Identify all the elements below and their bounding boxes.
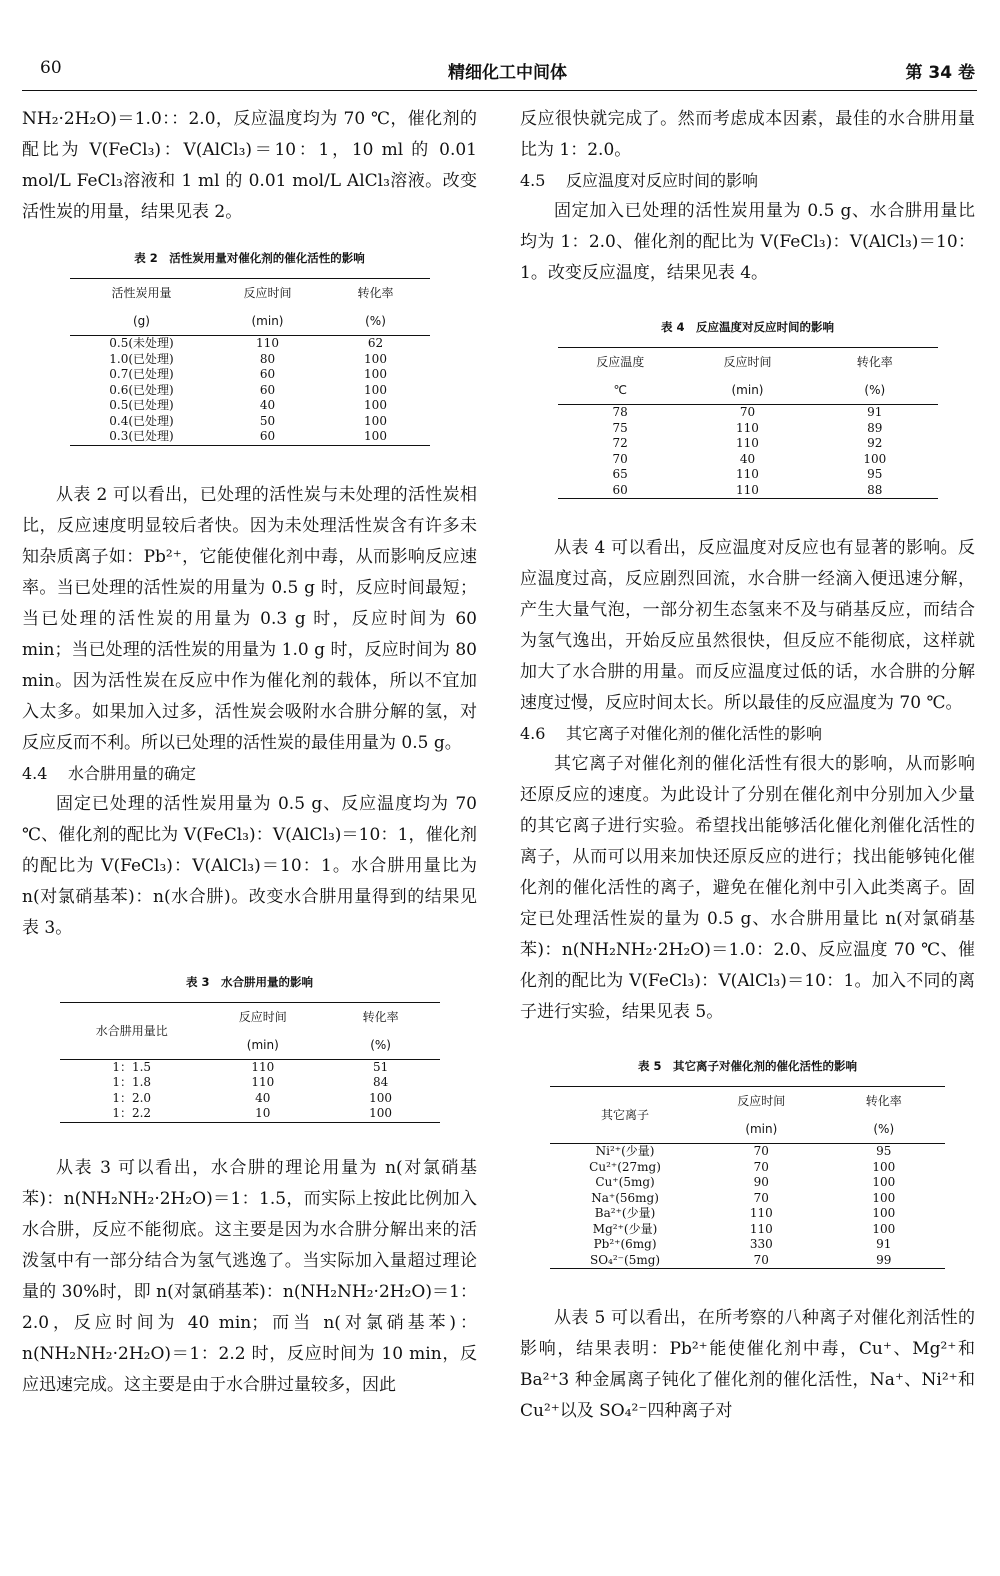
table-row <box>550 1191 945 1207</box>
table-cell: 100 <box>364 351 387 366</box>
table-cell: 0.5(已处理) <box>109 398 174 412</box>
table-row <box>558 452 938 468</box>
table-cell: 60 <box>259 382 276 397</box>
column-header: 反应时间 <box>214 279 322 308</box>
column-header: 转化率 <box>322 1002 440 1031</box>
paragraph: 从表 5 可以看出，在所考察的八种离子对催化剂活性的影响，结果表明：Pb²⁺能使催化剂中毒，Cu⁺、Mg²⁺和 Ba²⁺3 种金属离子钝化了催化剂的催化活性，Na⁺、Ni²⁺和 Cu²⁺以及 SO₄²⁻四种离子对 <box>520 1308 975 1421</box>
table-row <box>70 352 430 368</box>
table-cell: 75 <box>612 420 628 435</box>
column-header: 转化率 <box>812 348 937 377</box>
table-cell: 100 <box>322 429 430 445</box>
table-cell: 84 <box>372 1075 389 1089</box>
table-cell: 100 <box>872 1175 896 1189</box>
table-cell: 100 <box>872 1221 896 1236</box>
table-row <box>558 421 938 437</box>
table-row <box>60 1106 440 1122</box>
table-cell: 110 <box>749 1206 773 1220</box>
table-cell: 72 <box>612 436 628 450</box>
table-cell: 91 <box>867 405 883 419</box>
table-cell: 110 <box>256 336 279 350</box>
table-cell: 100 <box>322 1106 440 1122</box>
column-unit: (min) <box>700 1115 822 1144</box>
column-unit: (min) <box>683 376 812 405</box>
section-title: 反应温度对反应时间的影响 <box>566 171 759 190</box>
table-cell: 60 <box>558 483 683 499</box>
table-row <box>550 1237 945 1253</box>
table-5 <box>520 1058 975 1269</box>
header-rule <box>22 90 977 91</box>
table-title: 表 3 水合肼用量的影响 <box>185 974 313 989</box>
paragraph: NH₂·2H₂O)＝1.0：：2.0，反应温度均为 70 ℃，催化剂的配比为 V(FeCl₃)：V(AlCl₃)＝10：1，10 ml 的 0.01 mol/L FeCl₃溶液和 1 ml 的 0.01 mol/L AlCl₃溶液。改变活性炭的用量，结果见表 2。 <box>22 109 477 222</box>
column-unit: ℃ <box>558 376 683 405</box>
table-cell: 110 <box>251 1075 275 1089</box>
table-body <box>558 405 938 499</box>
paragraph: 反应很快就完成了。然而考虑成本因素，最佳的水合肼用量比为 1：2.0。 <box>520 109 975 160</box>
column-unit: (min) <box>214 307 322 336</box>
table-cell: 89 <box>867 420 883 435</box>
table-cell: Na⁺(56mg) <box>591 1190 659 1205</box>
table-cell: 1：1.8 <box>112 1075 152 1089</box>
paragraph: 从表 4 可以看出，反应温度对反应也有显著的影响。反应温度过高，反应剧烈回流，水合肼一经滴入便迅速分解，产生大量气泡，一部分初生态氢来不及与硝基反应，而结合为氢气逸出，开始反应虽然很快，但反应不能彻底，这样就加大了水合肼的用量。而反应温度过低的话，水合肼的分解速度过慢，反应时间太长。所以最佳的反应温度为 70 ℃。 <box>520 538 975 713</box>
table-cell: 1：2.0 <box>112 1090 152 1105</box>
paragraph: 从表 3 可以看出，水合肼的理论用量为 n(对氯硝基苯)：n(NH₂NH₂·2H₂O)＝1：1.5，而实际上按此比例加入水合肼，反应不能彻底。这主要是因为水合肼分解出来的活泼氢中有一部分结合为氢气逃逸了。当实际加入量超过理论量的 30%时，即 n(对氯硝基苯)：n(NH₂NH₂·2H₂O)＝1：2.0，反应时间为 40 min；而当 n(对氯硝基苯)：n(NH₂NH₂·2H₂O)＝1：2.2 时，反应时间为 10 min，反应迅速完成。这主要是由于水合肼过量较多，因此 <box>22 1157 477 1395</box>
data-table <box>550 1086 945 1269</box>
table-title: 表 5 其它离子对催化剂的催化活性的影响 <box>637 1059 857 1073</box>
table-row <box>558 436 938 452</box>
table-cell: Ni²⁺(少量) <box>595 1144 655 1158</box>
volume-label: 第 34 卷 <box>905 63 975 83</box>
column-header: 反应温度 <box>558 348 683 377</box>
table-title: 表 2 活性炭用量对催化剂的催化活性的影响 <box>134 251 365 265</box>
table-row <box>60 1075 440 1091</box>
table-row <box>550 1206 945 1222</box>
column-header: 反应时间 <box>204 1002 322 1031</box>
table-cell: 95 <box>876 1144 892 1158</box>
table-body <box>60 1059 440 1122</box>
table-cell: 60 <box>259 367 276 381</box>
table-cell: 110 <box>736 420 759 435</box>
data-table <box>558 347 938 499</box>
table-body <box>70 336 430 446</box>
table-cell: 62 <box>367 336 384 350</box>
table-cell: 100 <box>369 1090 393 1105</box>
table-4 <box>520 319 975 499</box>
table-cell: 10 <box>204 1106 322 1122</box>
section-heading <box>520 166 975 196</box>
table-cell: 100 <box>872 1159 896 1174</box>
table-row <box>558 467 938 483</box>
table-cell: 100 <box>872 1206 896 1220</box>
table-3 <box>22 974 477 1123</box>
table-cell: 70 <box>753 1190 769 1205</box>
column-unit: (%) <box>322 1031 440 1060</box>
right-column <box>520 104 975 1427</box>
table-row <box>70 398 430 414</box>
paragraph: 其它离子对催化剂的催化活性有很大的影响，从而影响还原反应的速度。为此设计了分别在催化剂中分别加入少量的其它离子进行实验。希望找出能够活化催化剂催化活性的离子，从而可以用来加快还原反应的进行；找出能够钝化催化剂的催化活性的离子，避免在催化剂中引入此类离子。固定已处理活性炭的量为 0.5 g、水合肼用量比 n(对氯硝基苯)：n(NH₂NH₂·2H₂O)＝1.0：2.0、反应温度 70 ℃、催化剂的配比为 V(FeCl₃)：V(AlCl₃)＝10：1。加入不同的离子进行实验，结果见表 5。 <box>520 754 975 1022</box>
table-cell: 70 <box>700 1253 822 1269</box>
running-header <box>40 58 975 88</box>
column-header: 其它离子 <box>550 1087 700 1144</box>
table-cell: 0.5(未处理) <box>109 336 174 350</box>
paragraph: 固定已处理的活性炭用量为 0.5 g、反应温度均为 70 ℃、催化剂的配比为 V(FeCl₃)：V(AlCl₃)＝10：1，催化剂的配比为 V(FeCl₃)：V(AlCl₃)＝10：1。水合肼用量比为 n(对氯硝基苯)：n(水合肼)。改变水合肼用量得到的结果见表 3。 <box>22 793 477 938</box>
section-number: 4.6 <box>520 724 546 743</box>
table-cell: 50 <box>259 413 276 428</box>
table-cell: Cu²⁺(27mg) <box>589 1159 661 1174</box>
table-cell: 100 <box>863 451 887 466</box>
paragraph: 固定加入已处理的活性炭用量为 0.5 g、水合肼用量比均为 1：2.0、催化剂的配比为 V(FeCl₃)：V(AlCl₃)＝10：1。改变反应温度，结果见表 4。 <box>520 201 975 283</box>
column-unit: (min) <box>204 1031 322 1060</box>
table-cell: 0.7(已处理) <box>109 367 174 381</box>
table-cell: 80 <box>259 351 276 366</box>
table-row <box>70 429 430 445</box>
table-cell: 1.0(已处理) <box>109 351 174 366</box>
section-heading <box>520 719 975 749</box>
table-row <box>60 1091 440 1107</box>
section-number: 4.5 <box>520 171 546 190</box>
paragraph: 从表 2 可以看出，已处理的活性炭与未处理的活性炭相比，反应速度明显较后者快。因为未处理活性炭含有许多未知杂质离子如：Pb²⁺，它能使催化剂中毒，从而影响反应速率。当已处理的活性炭的用量为 0.5 g 时，反应时间最短；当已处理的活性炭的用量为 0.3 g 时，反应时间为 60 min；当已处理的活性炭的用量为 1.0 g 时，反应时间为 80 min。因为活性炭在反应中作为催化剂的载体，所以不宜加入太多。如果加入过多，活性炭会吸附水合肼分解的氢，对反应反而不利。所以已处理的活性炭的最佳用量为 0.5 g。 <box>22 484 477 753</box>
table-cell: 100 <box>872 1190 896 1205</box>
table-row <box>550 1222 945 1238</box>
table-cell: 100 <box>364 367 387 381</box>
column-unit: (g) <box>70 307 214 336</box>
table-cell: 70 <box>739 405 756 419</box>
table-row <box>60 1059 440 1075</box>
table-cell: 1：1.5 <box>112 1059 152 1074</box>
table-row <box>558 405 938 421</box>
table-cell: 60 <box>214 429 322 445</box>
column-header: 反应时间 <box>700 1087 822 1116</box>
table-cell: 70 <box>612 451 628 466</box>
column-unit: (%) <box>322 307 430 336</box>
table-cell: 40 <box>739 451 756 466</box>
journal-name: 精细化工中间体 <box>448 63 567 83</box>
table-cell: 110 <box>251 1059 275 1074</box>
table-cell: SO₄²⁻(5mg) <box>550 1253 700 1269</box>
table-cell: 330 <box>749 1237 773 1251</box>
table-row <box>558 483 938 499</box>
section-number: 4.4 <box>22 763 48 783</box>
column-header: 活性炭用量 <box>70 279 214 308</box>
table-cell: 0.3(已处理) <box>70 429 214 445</box>
table-row <box>70 414 430 430</box>
table-cell: 110 <box>736 467 759 481</box>
table-body <box>550 1144 945 1269</box>
table-cell: 110 <box>736 436 759 450</box>
table-title: 表 4 反应温度对反应时间的影响 <box>660 320 834 334</box>
table-row <box>550 1144 945 1160</box>
table-row <box>70 383 430 399</box>
table-cell: Mg²⁺(少量) <box>592 1221 658 1236</box>
table-row <box>550 1160 945 1176</box>
column-header: 转化率 <box>823 1087 945 1116</box>
table-cell: 70 <box>753 1144 769 1158</box>
table-row <box>70 336 430 352</box>
table-cell: 110 <box>749 1221 773 1236</box>
table-cell: 100 <box>364 398 387 412</box>
table-cell: 65 <box>612 467 628 481</box>
table-cell: 100 <box>364 382 387 397</box>
column-unit: (%) <box>812 376 937 405</box>
column-unit: (%) <box>823 1115 945 1144</box>
table-cell: 40 <box>255 1090 271 1105</box>
section-title: 其它离子对催化剂的催化活性的影响 <box>566 724 823 743</box>
table-cell: 40 <box>259 398 276 412</box>
table-2 <box>22 250 477 446</box>
table-cell: 0.4(已处理) <box>109 413 174 428</box>
table-cell: 91 <box>876 1237 892 1251</box>
table-cell: 0.6(已处理) <box>109 382 174 397</box>
table-cell: 78 <box>612 405 628 419</box>
table-row <box>550 1253 945 1269</box>
column-header: 反应时间 <box>683 348 812 377</box>
column-header: 水合肼用量比 <box>60 1002 204 1059</box>
left-column <box>22 104 477 1401</box>
table-cell: Pb²⁺(6mg) <box>593 1237 657 1251</box>
section-title: 水合肼用量的确定 <box>68 763 197 783</box>
table-cell: 99 <box>823 1253 945 1269</box>
data-table <box>70 278 430 446</box>
table-cell: Ba²⁺(少量) <box>594 1206 656 1220</box>
column-header: 转化率 <box>322 279 430 308</box>
section-heading <box>22 759 477 789</box>
table-cell: 95 <box>867 467 883 481</box>
table-row <box>70 367 430 383</box>
table-cell: 70 <box>753 1159 769 1174</box>
table-cell: 90 <box>753 1175 769 1189</box>
table-cell: Cu⁺(5mg) <box>595 1175 655 1189</box>
table-cell: 100 <box>364 413 387 428</box>
table-cell: 110 <box>683 483 812 499</box>
table-cell: 51 <box>372 1059 389 1074</box>
page-number: 60 <box>40 58 62 78</box>
table-cell: 1：2.2 <box>60 1106 204 1122</box>
table-cell: 88 <box>812 483 937 499</box>
table-row <box>550 1175 945 1191</box>
data-table <box>60 1002 440 1123</box>
table-cell: 92 <box>867 436 883 450</box>
